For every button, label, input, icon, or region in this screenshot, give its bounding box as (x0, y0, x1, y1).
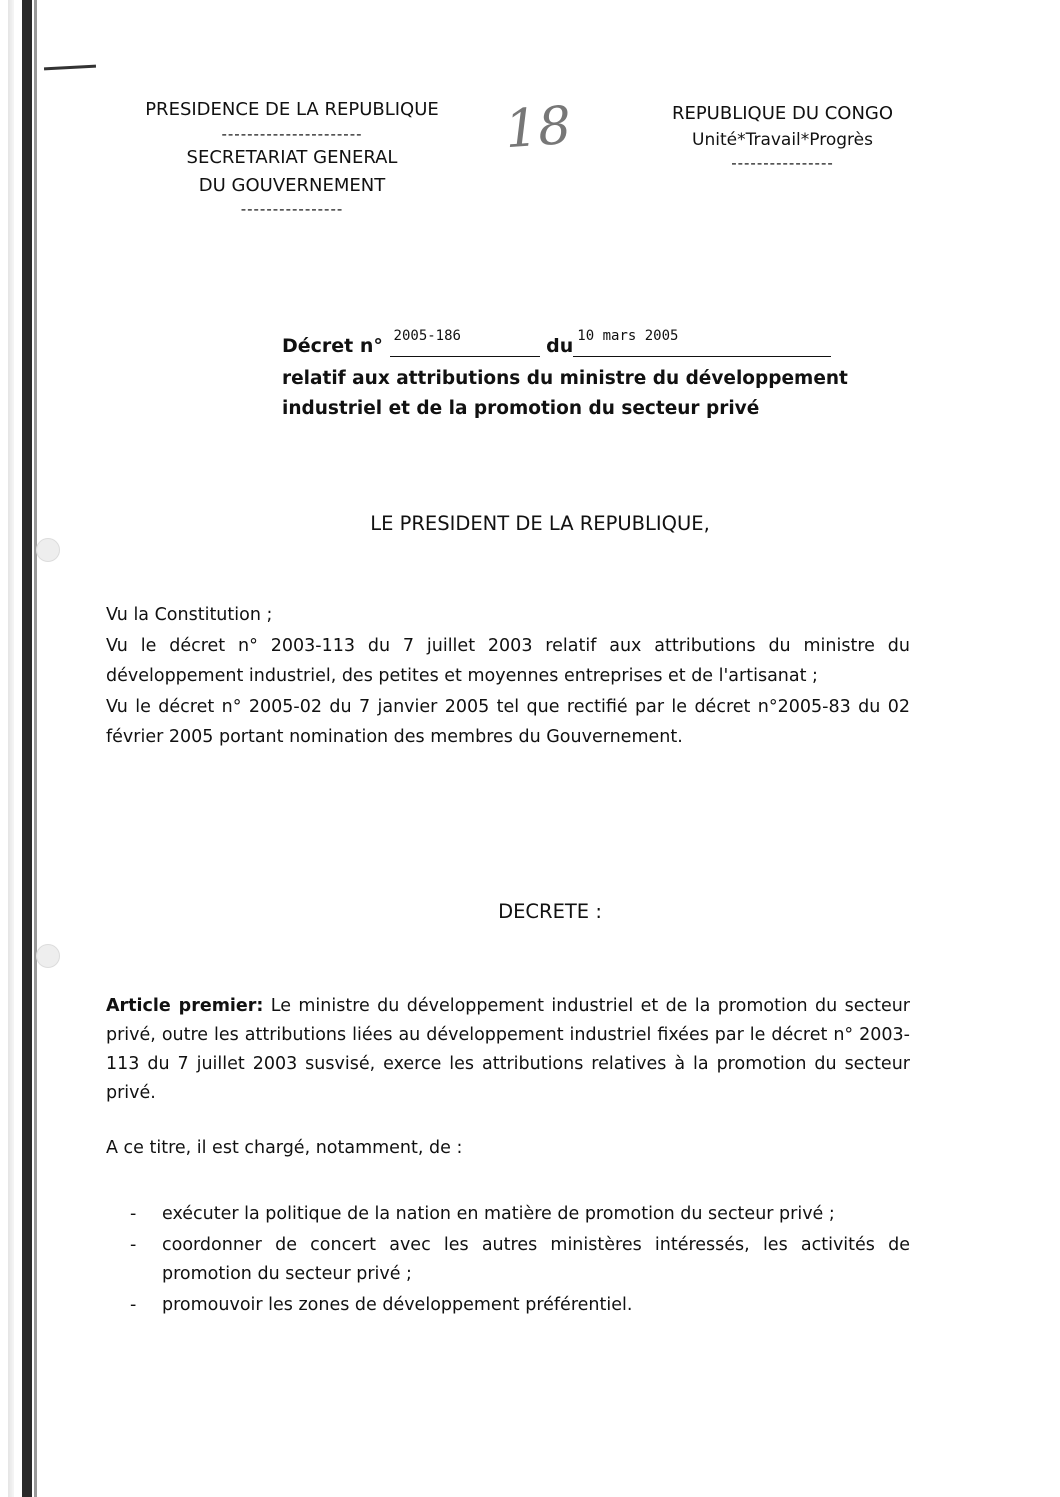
separator-dashes: ---------------------- (221, 125, 363, 143)
attributions-list (130, 1200, 910, 1322)
binding-strip-edge (34, 0, 37, 1497)
list-item (130, 1291, 910, 1320)
decree-object-line: industriel et de la promotion du secteur privé (282, 398, 760, 419)
decree-title-block (282, 330, 882, 424)
separator-dashes: ---------------- (731, 154, 834, 172)
visa-item: Vu la Constitution ; (106, 605, 273, 625)
scan-edge-shadow (8, 0, 14, 1497)
republic-title: REPUBLIQUE DU CONGO (671, 103, 894, 124)
decree-prefix: Décret n° (282, 335, 383, 357)
gouvernement-title: DU GOUVERNEMENT (198, 175, 386, 196)
list-item-text: coordonner de concert avec les autres ministères intéressés, les activités de promotion du secteur privé ; (162, 1235, 910, 1284)
punch-hole-bottom (36, 944, 60, 968)
list-item (130, 1231, 910, 1289)
decree-date: 10 mars 2005 (577, 328, 679, 344)
decree-number-field (390, 330, 540, 357)
decrete-heading: DECRETE : (498, 900, 602, 923)
bullet-marker: - (130, 1235, 137, 1255)
decree-object-line: relatif aux attributions du ministre du développement (282, 368, 848, 389)
decree-number: 2005-186 (393, 328, 461, 344)
article-text: Le ministre du développement industriel et de la promotion du secteur privé, outre les attributions liées au développement industriel fixées par le décret n° 2003-113 du 7 juillet 2003 susvisé, exerce les attributions relatives à la promotion du secteur privé. (106, 996, 910, 1103)
pen-mark (44, 65, 96, 71)
decree-date-field (573, 330, 831, 357)
president-heading: LE PRESIDENT DE LA REPUBLIQUE, (370, 512, 710, 535)
separator-dashes: ---------------- (240, 200, 344, 218)
a-ce-titre: A ce titre, il est chargé, notamment, de : (106, 1138, 463, 1158)
bullet-marker: - (130, 1295, 137, 1315)
list-item-text: exécuter la politique de la nation en matière de promotion du secteur privé ; (162, 1204, 835, 1224)
visas-section (106, 600, 910, 753)
visa-item: Vu le décret n° 2005-02 du 7 janvier 2005 tel que rectifié par le décret n°2005-83 du 02 février 2005 portant nomination des membres du Gouvernement. (106, 696, 910, 747)
bullet-marker: - (130, 1204, 137, 1224)
article-label: Article premier: (106, 996, 264, 1016)
secretariat-title: SECRETARIAT GENERAL (186, 147, 398, 168)
header-right (650, 100, 915, 174)
binding-strip (22, 0, 32, 1497)
list-item (130, 1200, 910, 1229)
decree-du: du (546, 335, 574, 357)
list-item-text: promouvoir les zones de développement préférentiel. (162, 1295, 633, 1315)
presidence-title: PRESIDENCE DE LA REPUBLIQUE (145, 99, 439, 120)
national-motto: Unité*Travail*Progrès (692, 130, 873, 150)
punch-hole-top (36, 538, 60, 562)
handwritten-page-number: 18 (502, 95, 574, 161)
decree-object (282, 364, 882, 424)
header-left (112, 96, 472, 218)
visa-item: Vu le décret n° 2003-113 du 7 juillet 2003 relatif aux attributions du ministre du développement industriel, des petites et moyennes entreprises et de l'artisanat ; (106, 635, 910, 686)
article-premier (106, 992, 910, 1108)
decree-reference-line (282, 330, 882, 362)
